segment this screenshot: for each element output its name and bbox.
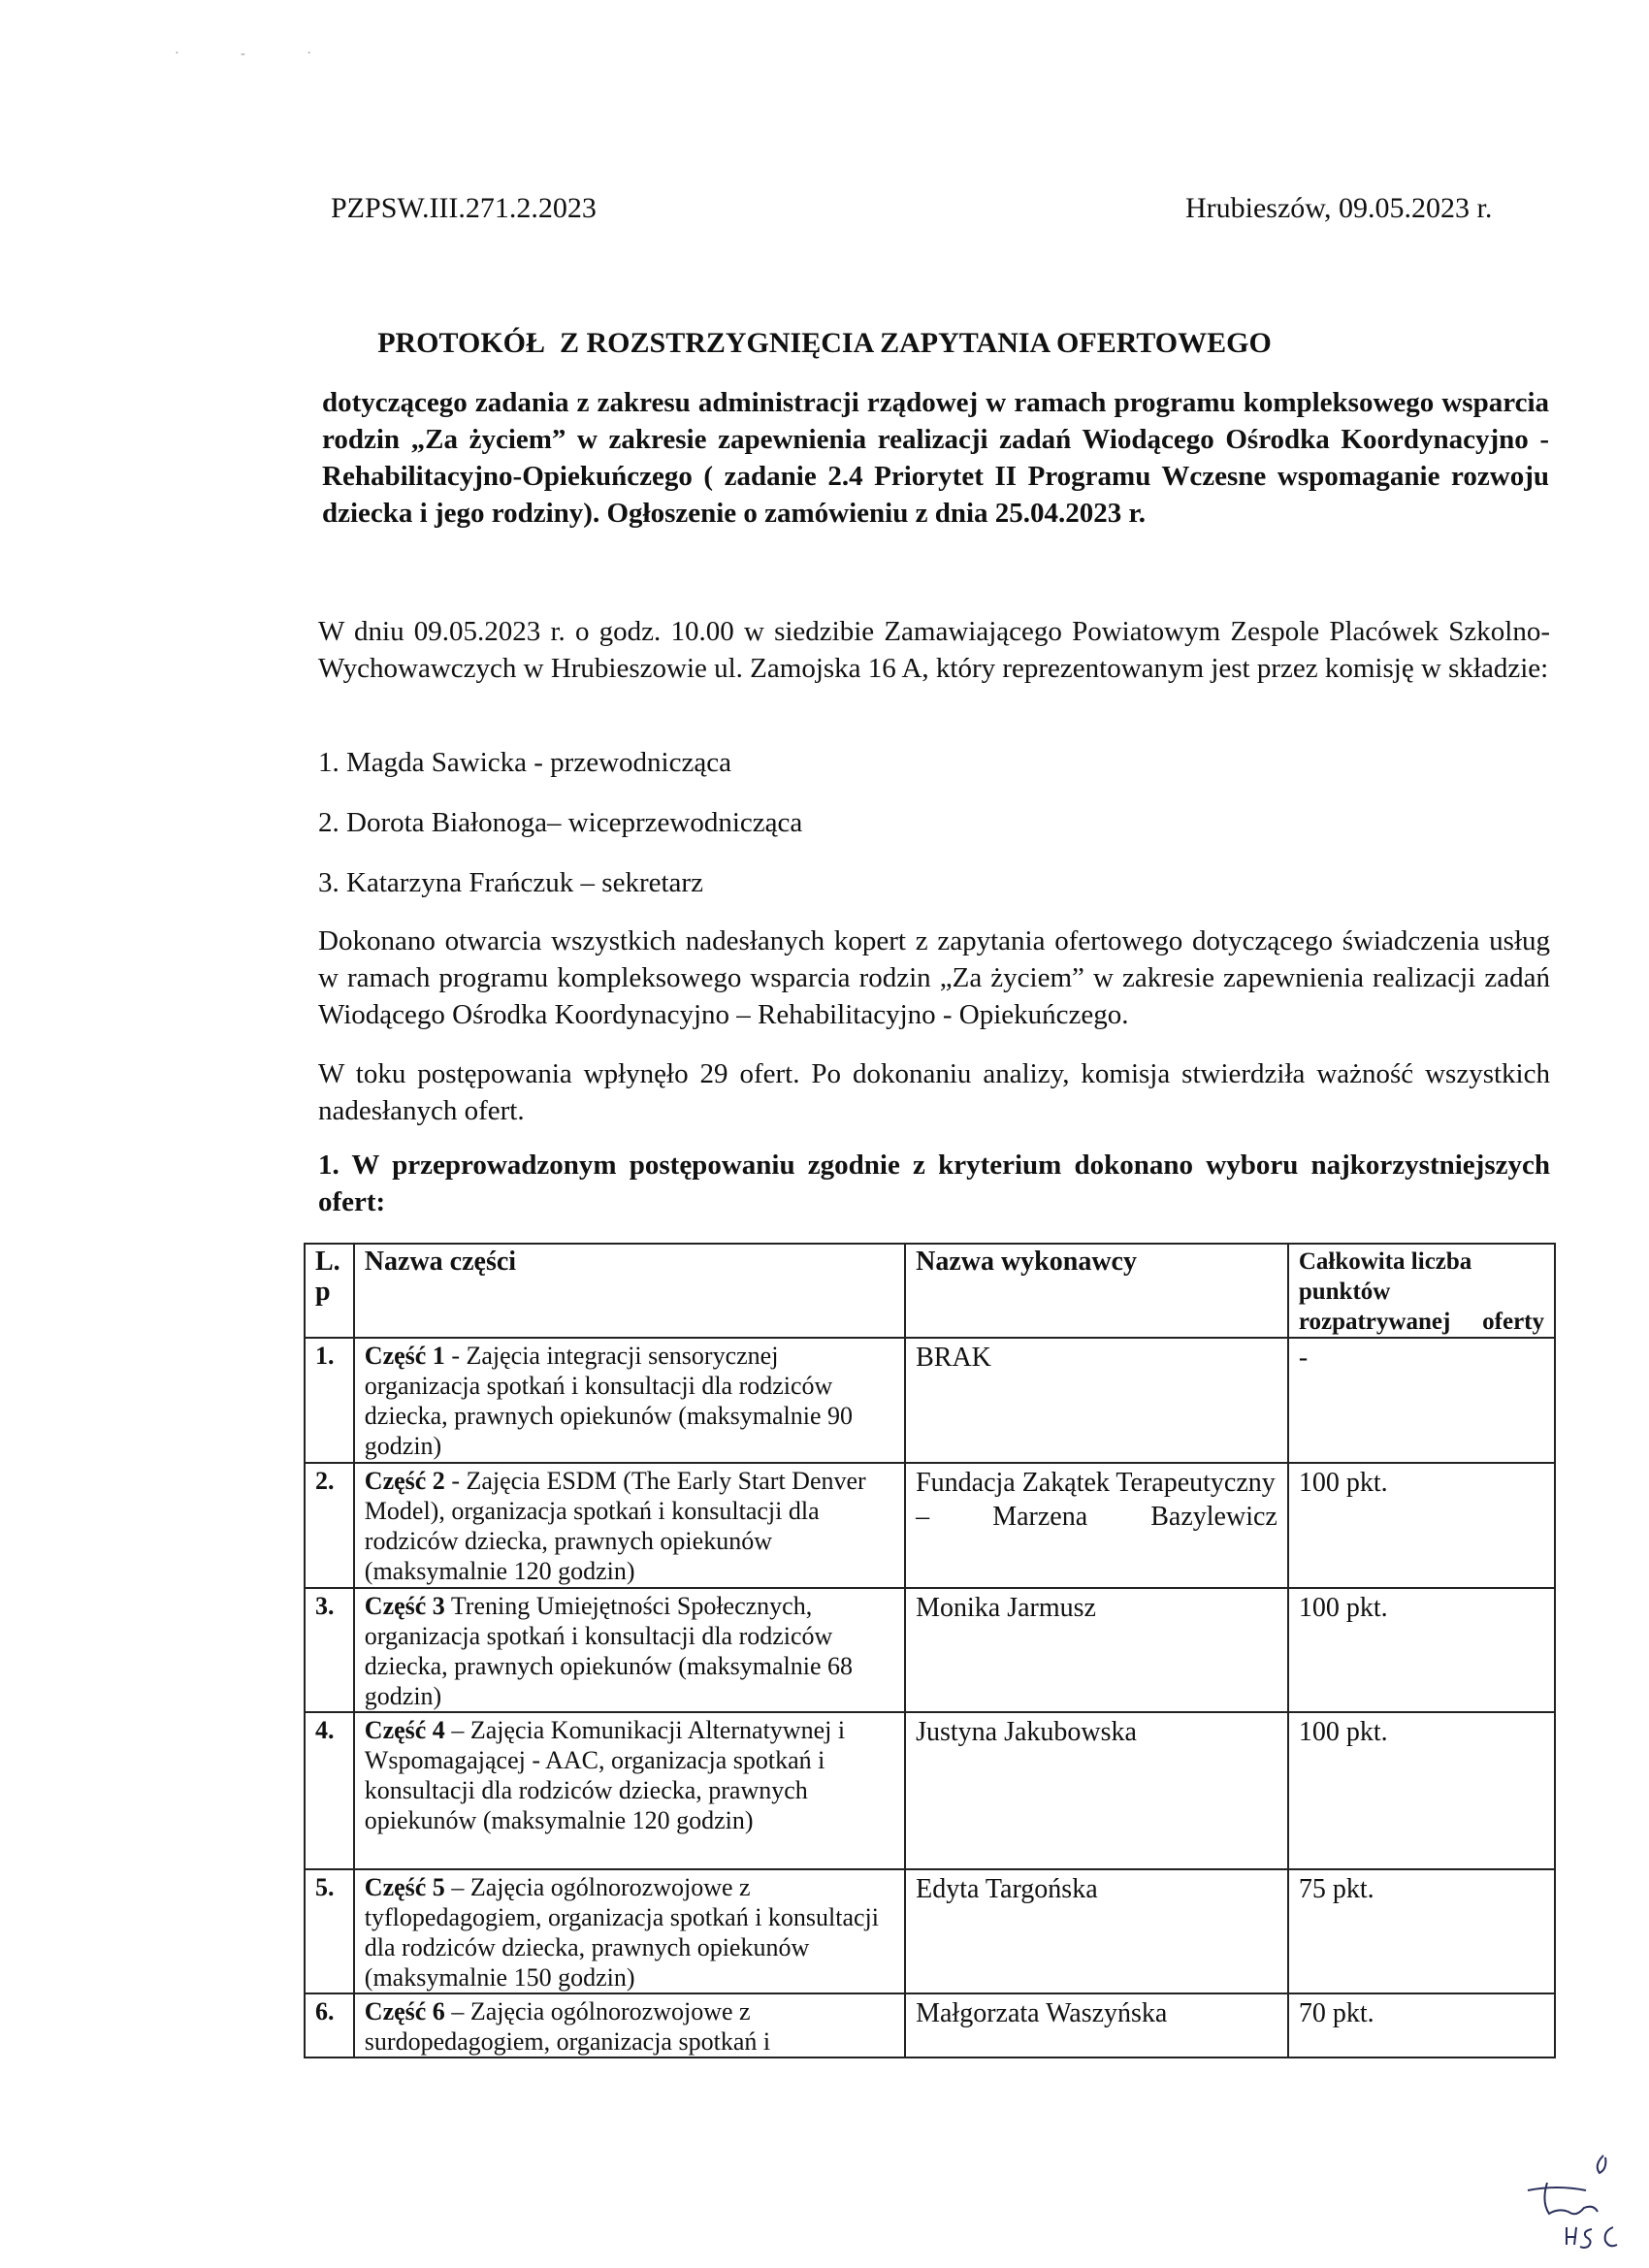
row-points: - <box>1288 1338 1555 1463</box>
results-table <box>304 1243 1556 2058</box>
row-lp: 6. <box>305 1993 354 2057</box>
part-description: – Zajęcia Komunikacji Alternatywnej i Wspomagającej - AAC, organizacja spotkań i konsultacji dla rodziców dziecka, prawnych opiekunów (maksymalnie 120 godzin) <box>364 1716 846 1834</box>
part-name: Część 4 <box>364 1716 445 1744</box>
selection-heading: 1. W przeprowadzonym postępowaniu zgodnie z kryterium dokonano wyboru najkorzystniejszych ofert: <box>318 1150 1550 1217</box>
handwritten-signature <box>1508 2134 1644 2251</box>
part-name: Część 3 <box>364 1592 445 1620</box>
row-lp: 1. <box>305 1338 354 1463</box>
part-name: Część 6 <box>364 1997 445 2025</box>
row-part <box>354 1712 905 1869</box>
opening-paragraph: Dokonano otwarcia wszystkich nadesłanych kopert z zapytania ofertowego dotyczącego świadczenia usług w ramach programu kompleksowego wsparcia rodzin „Za życiem” w zakresie zapewnienia realizacji zadań Wiodącego Ośrodka Koordynacyjno – Rehabilitacyjno - Opiekuńczego. <box>318 925 1550 1030</box>
document-subject: dotyczącego zadania z zakresu administracji rządowej w ramach programu kompleksowego wsparcia rodzin „Za życiem” w zakresie zapewnienia realizacji zadań Wiodącego Ośrodka Koordynacyjno - Rehabilitacyjno-Opiekuńczego ( zadanie 2.4 Priorytet II Programu Wczesne wspomaganie rozwoju dziecka i jego rodziny). Ogłoszenie o zamówieniu z dnia 25.04.2023 r. <box>322 387 1549 529</box>
row-contractor: BRAK <box>905 1338 1288 1463</box>
committee-member: 2. Dorota Białonoga– wiceprzewodnicząca <box>318 807 803 838</box>
row-lp: 2. <box>305 1463 354 1588</box>
row-part <box>354 1463 905 1588</box>
scan-specks: · - · <box>175 47 340 61</box>
part-description: Trening Umiejętności Społecznych, organizacja spotkań i konsultacji dla rodziców dziecka, prawnych opiekunów (maksymalnie 68 godzin) <box>364 1592 854 1710</box>
part-description: – Zajęcia ogólnorozwojowe z tyflopedagogiem, organizacja spotkań i konsultacji dla rodziców dziecka, prawnych opiekunów (maksymalnie 150 godzin) <box>364 1873 880 1992</box>
row-part <box>354 1993 905 2057</box>
row-points: 70 pkt. <box>1288 1993 1555 2057</box>
table-row <box>305 1588 1555 1712</box>
row-part <box>354 1338 905 1463</box>
part-description: – Zajęcia ogólnorozwojowe z surdopedagogiem, organizacja spotkań i <box>364 1997 771 2056</box>
table-row <box>305 1712 1555 1869</box>
header-contractor: Nazwa wykonawcy <box>905 1244 1288 1338</box>
offers-paragraph: W toku postępowania wpłynęło 29 ofert. Po dokonaniu analizy, komisja stwierdziła ważność wszystkich nadesłanych ofert. <box>318 1058 1550 1126</box>
row-lp: 5. <box>305 1869 354 1993</box>
row-contractor: Małgorzata Waszyńska <box>905 1993 1288 2057</box>
committee-member: 1. Magda Sawicka - przewodnicząca <box>318 747 731 778</box>
row-points: 75 pkt. <box>1288 1869 1555 1993</box>
row-contractor: Edyta Targońska <box>905 1869 1288 1993</box>
table-header-row <box>305 1244 1555 1338</box>
row-part <box>354 1588 905 1712</box>
intro-paragraph: W dniu 09.05.2023 r. o godz. 10.00 w siedzibie Zamawiającego Powiatowym Zespole Placówek Szkolno-Wychowawczych w Hrubieszowie ul. Zamojska 16 A, który reprezentowanym jest przez komisję w składzie: <box>318 616 1550 684</box>
reference-number: PZPSW.III.271.2.2023 <box>331 192 597 224</box>
row-points: 100 pkt. <box>1288 1712 1555 1869</box>
row-contractor: Justyna Jakubowska <box>905 1712 1288 1869</box>
header-points: Całkowita liczba punktów rozpatrywanej oferty <box>1288 1244 1555 1338</box>
row-points: 100 pkt. <box>1288 1588 1555 1712</box>
header-part: Nazwa części <box>354 1244 905 1338</box>
table-row <box>305 1463 1555 1588</box>
part-name: Część 1 <box>364 1342 445 1370</box>
committee-member: 3. Katarzyna Frańczuk – sekretarz <box>318 867 703 898</box>
row-part <box>354 1869 905 1993</box>
header-lp: L. p <box>305 1244 354 1338</box>
table-row <box>305 1993 1555 2057</box>
row-contractor: Fundacja Zakątek Terapeutyczny – Marzena Bazylewicz <box>905 1463 1288 1588</box>
part-name: Część 2 <box>364 1467 445 1495</box>
row-contractor: Monika Jarmusz <box>905 1588 1288 1712</box>
part-description: - Zajęcia ESDM (The Early Start Denver Model), organizacja spotkań i konsultacji dla rodziców dziecka, prawnych opiekunów (maksymalnie 120 godzin) <box>364 1467 866 1585</box>
document-title: PROTOKÓŁ Z ROZSTRZYGNIĘCIA ZAPYTANIA OFERTOWEGO <box>377 327 1272 359</box>
place-date: Hrubieszów, 09.05.2023 r. <box>1185 192 1493 224</box>
row-points: 100 pkt. <box>1288 1463 1555 1588</box>
part-description: - Zajęcia integracji sensorycznej organizacja spotkań i konsultacji dla rodziców dziecka, prawnych opiekunów (maksymalnie 90 godzin) <box>364 1342 854 1460</box>
part-name: Część 5 <box>364 1873 445 1901</box>
table-row <box>305 1869 1555 1993</box>
row-lp: 4. <box>305 1712 354 1869</box>
row-lp: 3. <box>305 1588 354 1712</box>
table-row <box>305 1338 1555 1463</box>
